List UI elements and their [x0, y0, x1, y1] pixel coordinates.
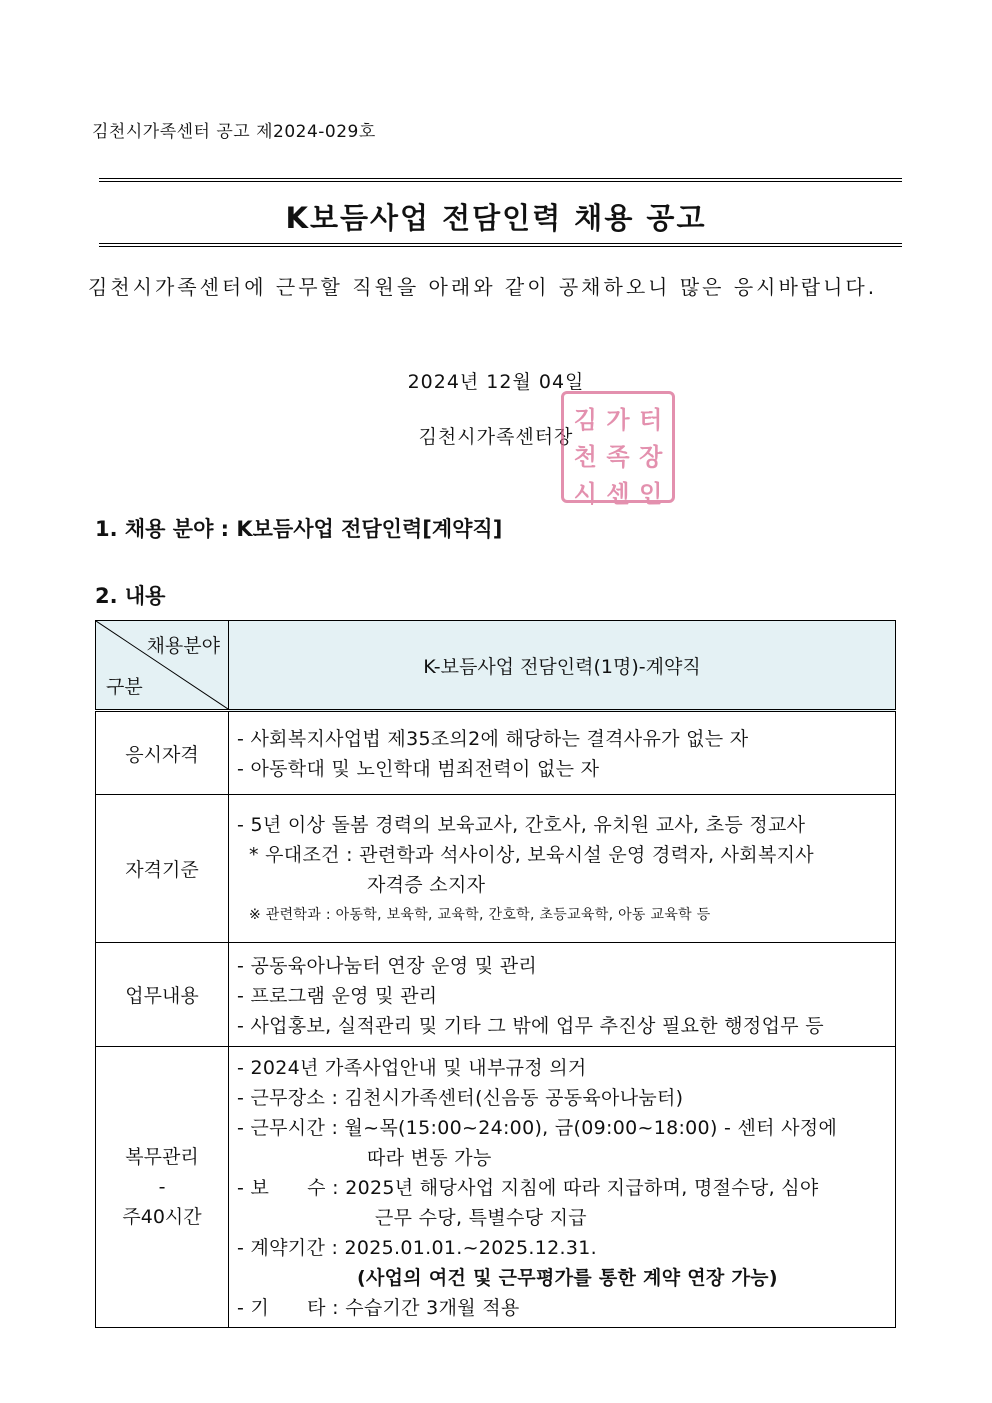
service-label-line: 복무관리 — [125, 1146, 199, 1168]
list-item: - 사회복지사업법 제35조의2에 해당하는 결격사유가 없는 자 — [237, 728, 749, 750]
row-content-service — [229, 1047, 896, 1328]
header-main-title: K-보듬사업 전담인력(1명)-계약직 — [229, 621, 896, 711]
list-item: - 프로그램 운영 및 관리 — [237, 984, 438, 1007]
row-label-service — [96, 1047, 229, 1328]
list-item: * 우대조건 : 관련학과 석사이상, 보육시설 운영 경력자, 사회복지사 — [249, 843, 814, 866]
notice-number: 김천시가족센터 공고 제2024-029호 — [92, 122, 376, 142]
seal-glyph: 김 — [573, 406, 597, 434]
list-item: (사업의 여건 및 근무평가를 통한 계약 연장 가능) — [357, 1267, 778, 1289]
title-rule-top — [99, 178, 902, 182]
table-header-row — [96, 621, 896, 711]
row-content-duties — [229, 943, 896, 1047]
row-content-eligibility — [229, 711, 896, 795]
seal-glyph: 센 — [606, 480, 630, 508]
row-label-duties: 업무내용 — [96, 943, 229, 1047]
diagonal-header-cell — [96, 621, 229, 711]
title-rule-bottom — [99, 243, 902, 247]
list-item: - 아동학대 및 노인학대 범죄전력이 없는 자 — [237, 758, 600, 780]
table-row — [96, 943, 896, 1047]
list-item: - 보 수 : 2025년 해당사업 지침에 따라 지급하며, 명절수당, 심야 — [237, 1177, 819, 1199]
seal-glyph: 족 — [606, 443, 630, 471]
list-item: 따라 변동 가능 — [367, 1147, 492, 1169]
list-item: - 근무시간 : 월~목(15:00~24:00), 금(09:00~18:00) - 센터 사정에 — [237, 1117, 838, 1139]
list-item: - 사업홍보, 실적관리 및 기타 그 밖에 업무 추진상 필요한 행정업무 등 — [237, 1014, 824, 1037]
service-label-line: 주40시간 — [122, 1206, 202, 1228]
list-item: 자격증 소지자 — [367, 873, 486, 896]
row-label-qualification: 자격기준 — [96, 795, 229, 943]
list-item: 근무 수당, 특별수당 지급 — [375, 1207, 587, 1229]
intro-paragraph: 김천시가족센터에 근무할 직원을 아래와 같이 공채하오니 많은 응시바랍니다. — [88, 275, 878, 299]
table-row — [96, 795, 896, 943]
header-top-label: 채용분야 — [146, 635, 220, 657]
section-1-heading: 1. 채용 분야 : K보듬사업 전담인력[계약직] — [95, 517, 503, 541]
list-item: - 기 타 : 수습기간 3개월 적용 — [237, 1297, 520, 1319]
official-seal-stamp — [561, 391, 675, 508]
header-bottom-label: 구분 — [106, 676, 143, 698]
list-item: - 계약기간 : 2025.01.01.~2025.12.31. — [237, 1237, 597, 1259]
section-2-heading: 2. 내용 — [95, 584, 166, 608]
list-item: - 공동육아나눔터 연장 운영 및 관리 — [237, 954, 538, 977]
seal-glyph: 인 — [639, 480, 663, 508]
seal-glyph: 터 — [639, 406, 663, 434]
seal-glyph: 천 — [573, 443, 597, 471]
row-label-eligibility: 응시자격 — [96, 711, 229, 795]
page-title: K보듬사업 전담인력 채용 공고 — [285, 201, 707, 235]
announcement-date: 2024년 12월 04일 — [407, 371, 585, 393]
seal-glyph: 장 — [639, 443, 663, 471]
seal-glyph: 시 — [573, 480, 597, 508]
service-label-line: - — [158, 1176, 166, 1198]
list-item: ※ 관련학과 : 아동학, 보육학, 교육학, 간호학, 초등교육학, 아동 교육학 등 — [249, 906, 711, 923]
recruitment-table — [95, 620, 896, 1328]
list-item: - 2024년 가족사업안내 및 내부규정 의거 — [237, 1057, 587, 1079]
table-row — [96, 1047, 896, 1328]
list-item: - 근무장소 : 김천시가족센터(신음동 공동육아나눔터) — [237, 1087, 684, 1109]
seal-glyph: 가 — [606, 406, 630, 434]
row-content-qualification — [229, 795, 896, 943]
list-item: - 5년 이상 돌봄 경력의 보육교사, 간호사, 유치원 교사, 초등 정교사 — [237, 813, 806, 836]
table-row — [96, 711, 896, 795]
signer-name: 김천시가족센터장 — [418, 426, 574, 448]
